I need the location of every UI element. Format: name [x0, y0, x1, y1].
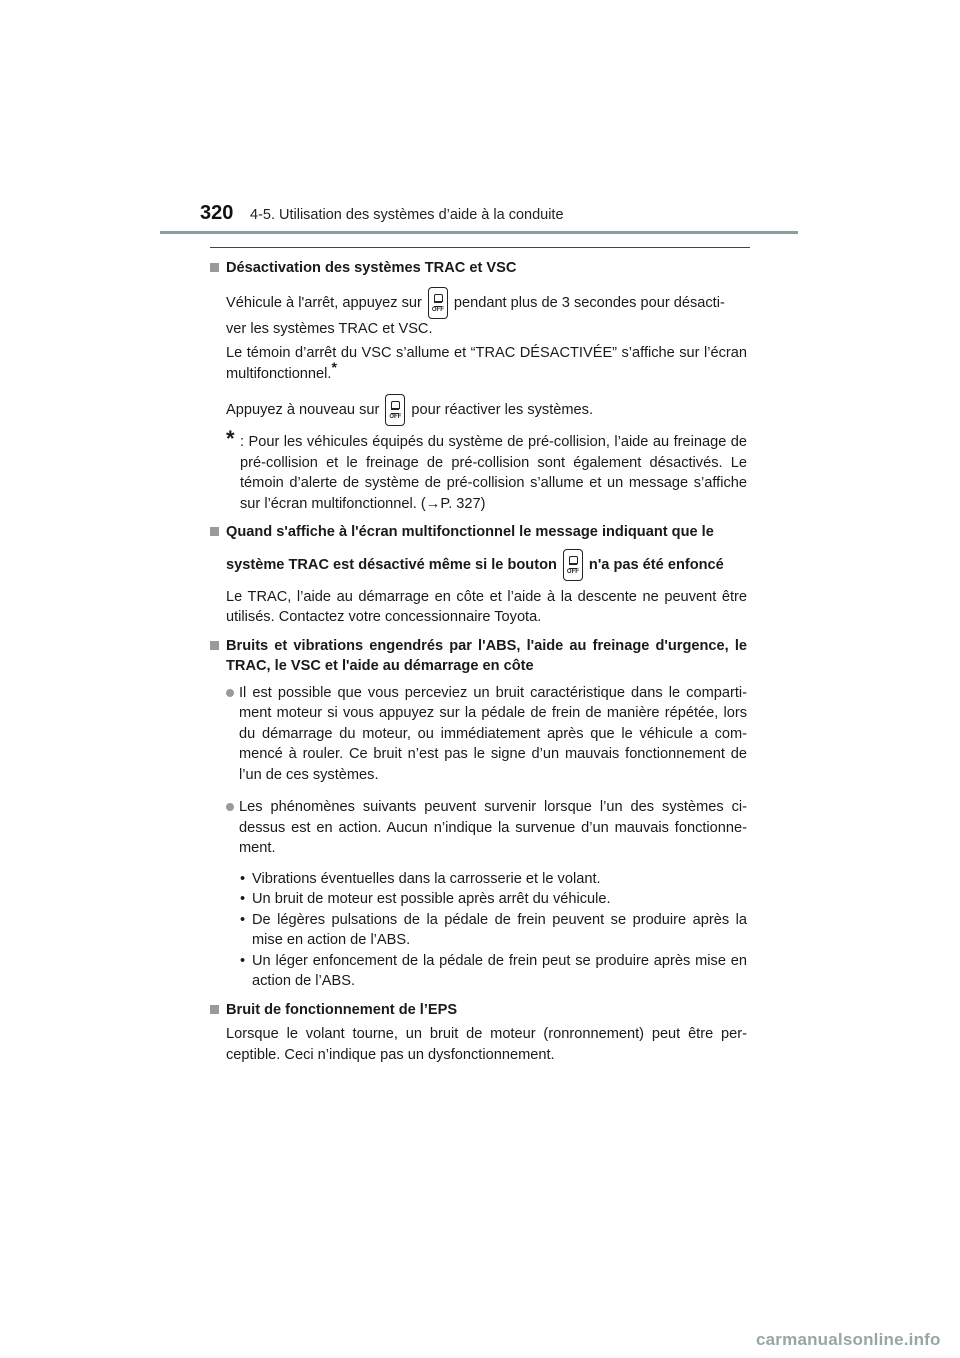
footnote-mark: *: [331, 358, 337, 375]
paragraph-line: ver les systèmes TRAC et VSC.: [226, 320, 433, 337]
square-bullet-icon: [210, 641, 219, 650]
content-top-rule: [210, 247, 750, 248]
section-heading-trac-message-line2: [210, 549, 747, 581]
section-heading-trac-vsc-off: [210, 258, 747, 279]
chapter-title: 4-5. Utilisation des systèmes d’aide à la conduite: [250, 207, 564, 223]
section-title: Bruit de fonctionnement de l’EPS: [226, 1001, 458, 1018]
list-item: [210, 797, 747, 859]
list-item-text: Il est possible que vous perceviez un bruit caractéristique dans le comparti-ment moteur si vous appuyez sur la pédale de frein de manière répétée, lors du démarrage du moteur, ou immédiatement après que le véhicule a com-mencé à rouler. Ce bruit n’est pas le signe d’un mauvais fonctionnement de l’un de ces systèmes.: [239, 684, 747, 783]
sub-list-item: • De légères pulsations de la pédale de frein peuvent se produire après la mise en action de l’ABS.: [240, 911, 747, 948]
vsc-off-switch-icon: OFF: [385, 394, 405, 426]
page-number: 320: [200, 202, 234, 224]
round-bullet-icon: [226, 689, 234, 697]
sub-list-item-text: Vibrations éventuelles dans la carrosserie et le volant.: [252, 870, 601, 887]
vsc-off-switch-icon: OFF: [563, 549, 583, 581]
paragraph-eps-noise: Lorsque le volant tourne, un bruit de moteur (ronronnement) peut être per-ceptible. Ceci n’indique pas un dysfonctionnement.: [226, 1026, 747, 1063]
section-heading-trac-message: [210, 522, 747, 543]
text-fragment: Le témoin d’arrêt du VSC s’allume et “TRAC DÉSACTIVÉE” s’affiche sur l’écran multifonctionnel.: [226, 345, 747, 382]
square-bullet-icon: [210, 263, 219, 272]
page-header: [0, 0, 960, 240]
header-rule: [160, 231, 798, 234]
section-heading-noise-vibration: [210, 636, 747, 677]
sub-list-item-text: Un léger enfoncement de la pédale de frein peut se produire après mise en action de l’ABS.: [252, 952, 747, 989]
page-content: [210, 256, 747, 1065]
square-bullet-icon: [210, 527, 219, 536]
paragraph-indicator: [210, 343, 747, 384]
paragraph-trac-message: Le TRAC, l’aide au démarrage en côte et l’aide à la descente ne peuvent être utilisés. Contactez votre concessionnaire Toyota.: [226, 588, 747, 625]
sub-list-item: • Vibrations éventuelles dans la carrosserie et le volant.: [240, 870, 601, 887]
section-title: Bruits et vibrations engendrés par l'ABS, l'aide au freinage d'urgence, le TRAC, le VSC et l'aide au démarrage en côte: [226, 637, 747, 674]
paragraph-reactivate: [210, 394, 747, 426]
section-title: Quand s'affiche à l'écran multifonctionnel le message indiquant que le: [226, 524, 714, 540]
vsc-off-switch-icon: OFF: [428, 287, 448, 319]
text-fragment: Véhicule à l'arrêt, appuyez sur: [226, 294, 422, 311]
sub-list-item: • Un bruit de moteur est possible après arrêt du véhicule.: [240, 891, 611, 907]
list-item-text: Les phénomènes suivants peuvent survenir lorsque l’un des systèmes ci-dessus est en action. Aucun n’indique la survenue d’un mauvais fonctionne-ment.: [239, 799, 747, 856]
sub-list-item-text: De légères pulsations de la pédale de frein peuvent se produire après la mise en action de l’ABS.: [252, 911, 747, 948]
footnote-mark: *: [226, 426, 235, 451]
section-title: Désactivation des systèmes TRAC et VSC: [226, 260, 517, 276]
list-item: [210, 683, 747, 786]
sub-list-item: • Un léger enfoncement de la pédale de frein peut se produire après mise en action de l’ABS.: [240, 952, 747, 989]
footnote: [210, 426, 747, 514]
watermark: carmanualsonline.info: [756, 1330, 941, 1349]
section-heading-eps-noise: [210, 1000, 747, 1021]
text-fragment: pour réactiver les systèmes.: [411, 401, 594, 418]
footnote-text: : Pour les véhicules équipés du système de pré-collision, l’aide au freinage de pré-collision et le freinage de pré-collision sont également désactivés. Le témoin d’alerte de système de pré-collision s’allume et un message s’affiche sur l’écran multifonctionnel. (→P. 327): [240, 434, 747, 512]
text-fragment: Appuyez à nouveau sur: [226, 401, 380, 418]
section-title: n'a pas été enfoncé: [588, 556, 724, 573]
section-title: système TRAC est désactivé même si le bouton: [226, 556, 557, 573]
round-bullet-icon: [226, 803, 234, 811]
square-bullet-icon: [210, 1005, 219, 1014]
sub-list-item-text: Un bruit de moteur est possible après arrêt du véhicule.: [252, 891, 611, 907]
text-fragment: pendant plus de 3 secondes pour désacti-: [453, 294, 725, 311]
paragraph-press-switch: [210, 287, 747, 319]
